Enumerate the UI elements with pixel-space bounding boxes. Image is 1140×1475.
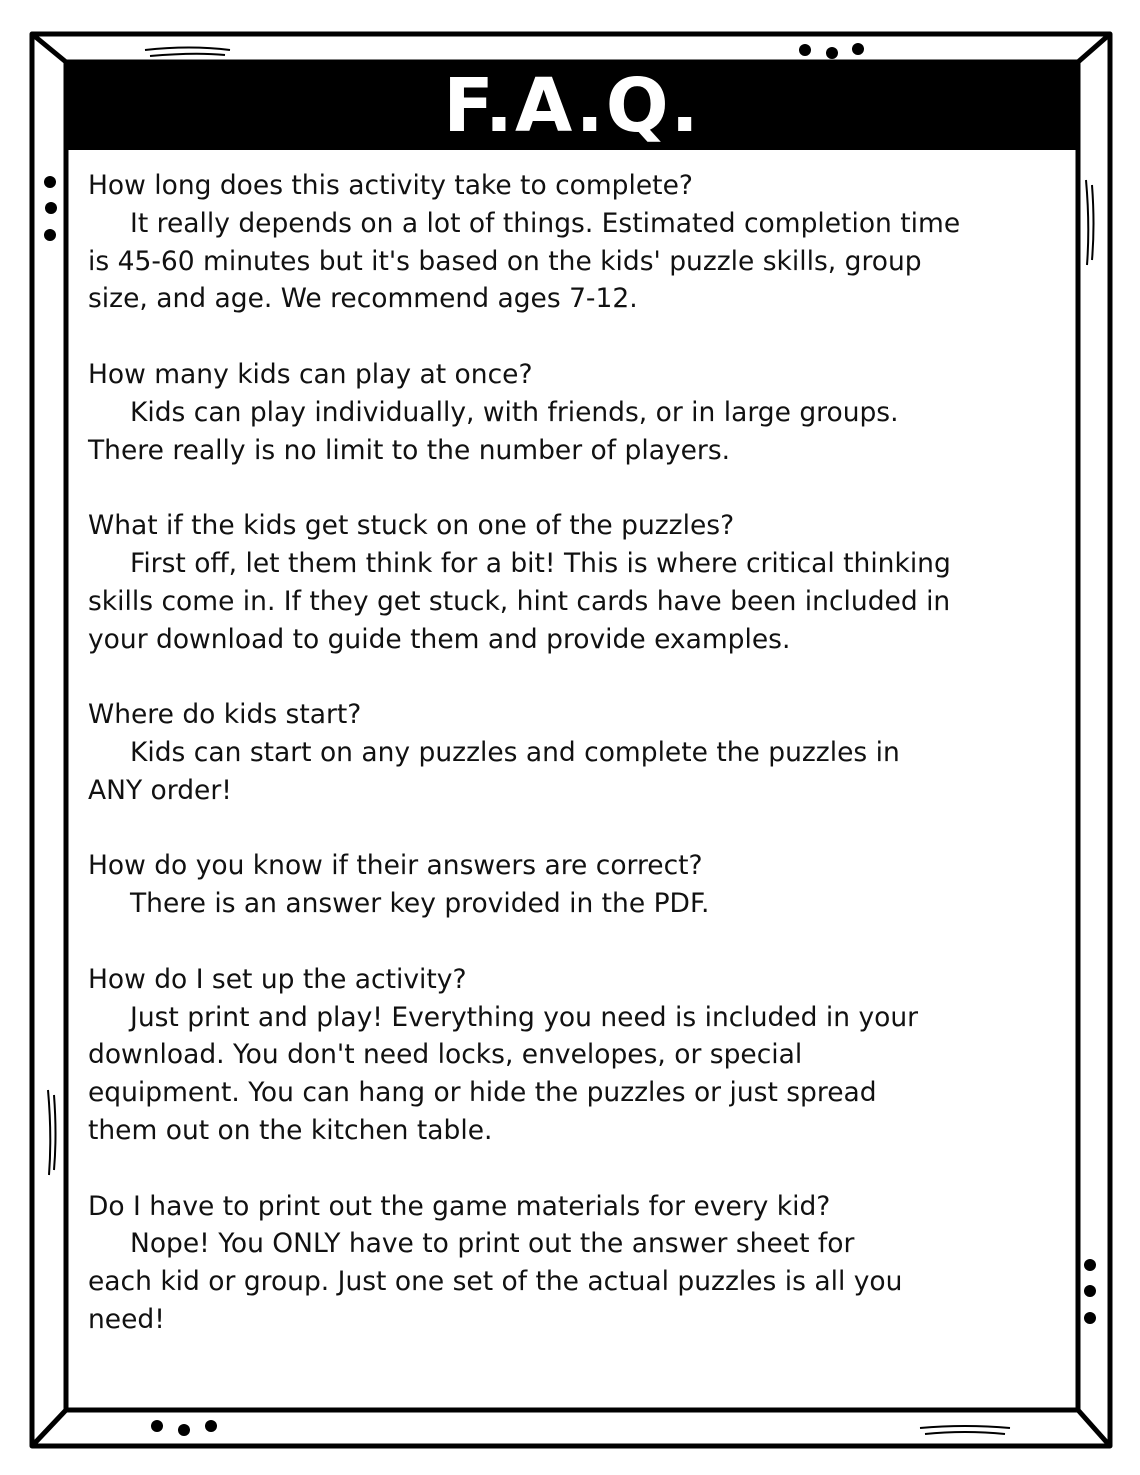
faq-question: Do I have to print out the game materials for every kid? — [88, 1190, 831, 1222]
header-banner — [66, 62, 1078, 150]
faq-answer-line: skills come in. If they get stuck, hint cards have been included in — [88, 585, 951, 617]
faq-answer-line: them out on the kitchen table. — [88, 1114, 493, 1146]
faq-answer-line: It really depends on a lot of things. Estimated completion time — [130, 207, 961, 239]
faq-list — [88, 167, 1063, 1377]
faq-answer-line: size, and age. We recommend ages 7-12. — [88, 283, 638, 315]
faq-answer-line: ANY order! — [88, 774, 232, 806]
faq-item — [88, 356, 1063, 469]
faq-answer-line: equipment. You can hang or hide the puzzles or just spread — [88, 1077, 877, 1109]
faq-answer-line: your download to guide them and provide examples. — [88, 623, 791, 655]
page-title: F.A.Q. — [443, 63, 701, 149]
faq-item — [88, 167, 1063, 318]
faq-answer-line: There really is no limit to the number of players. — [88, 434, 731, 466]
faq-answer-line: need! — [88, 1303, 165, 1335]
faq-item — [88, 847, 1063, 923]
faq-item — [88, 961, 1063, 1150]
faq-question: What if the kids get stuck on one of the puzzles? — [88, 510, 735, 542]
faq-answer-line: is 45-60 minutes but it's based on the kids' puzzle skills, group — [88, 245, 922, 277]
faq-answer-line: each kid or group. Just one set of the actual puzzles is all you — [88, 1266, 903, 1298]
faq-answer-line: Just print and play! Everything you need is included in your — [130, 1001, 919, 1033]
faq-question: How long does this activity take to complete? — [88, 170, 693, 201]
faq-question: How do you know if their answers are correct? — [88, 850, 703, 882]
faq-question: How many kids can play at once? — [88, 358, 533, 390]
faq-answer-line: Kids can start on any puzzles and complete the puzzles in — [130, 736, 900, 768]
faq-answer-line: Kids can play individually, with friends, or in large groups. — [130, 396, 899, 428]
faq-item — [88, 507, 1063, 658]
faq-answer-line: There is an answer key provided in the PDF. — [130, 888, 710, 920]
faq-answer-line: Nope! You ONLY have to print out the answer sheet for — [130, 1228, 855, 1260]
faq-question: Where do kids start? — [88, 699, 362, 731]
faq-answer-line: First off, let them think for a bit! This is where critical thinking — [130, 547, 951, 579]
faq-question: How do I set up the activity? — [88, 963, 467, 995]
faq-item — [88, 1188, 1063, 1339]
faq-item — [88, 696, 1063, 809]
faq-answer-line: download. You don't need locks, envelopes, or special — [88, 1039, 803, 1071]
